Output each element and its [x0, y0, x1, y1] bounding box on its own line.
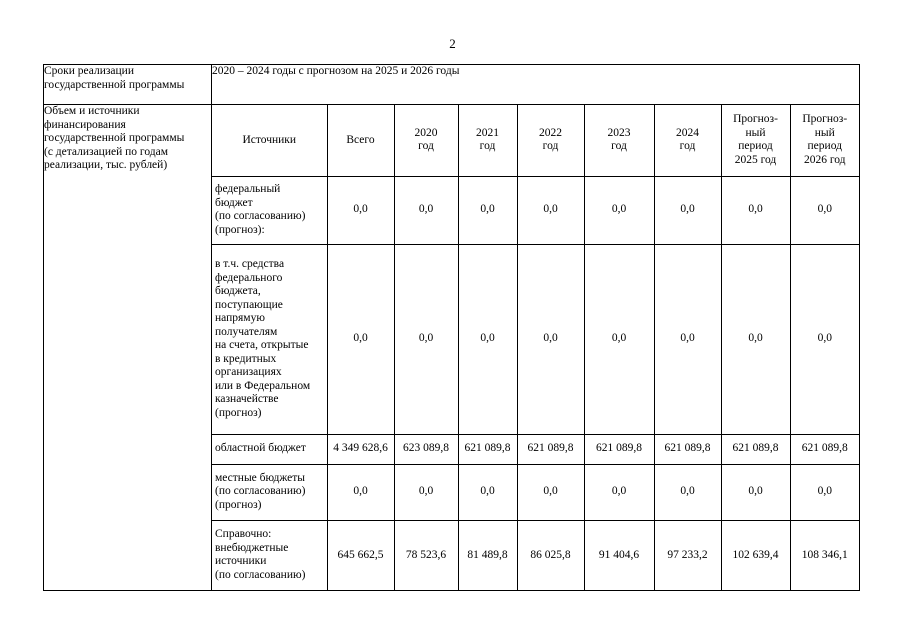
period-value: 2020 – 2024 годы с прогнозом на 2025 и 2026 годы [212, 65, 860, 105]
source-extrabudgetary: Справочно: внебюджетные источники (по согласованию) [212, 520, 327, 590]
financing-label: Объем и источники финансирования государственной программы (с детализацией по годам реализации, тыс. рублей) [44, 105, 212, 591]
table-row [212, 464, 859, 520]
value-2026: 0,0 [790, 464, 859, 520]
value-total: 0,0 [327, 176, 394, 244]
value-2021: 81 489,8 [458, 520, 517, 590]
value-2021: 0,0 [458, 464, 517, 520]
source-local: местные бюджеты (по согласованию) (прогноз) [212, 464, 327, 520]
source-federal-direct: в т.ч. средства федерального бюджета, поступающие напрямую получателям на счета, открытые в кредитных организациях или в Федеральном казначействе (прогноз) [212, 244, 327, 434]
header-2022: 2022 год [517, 105, 584, 176]
header-sources: Источники [212, 105, 327, 176]
source-regional: областной бюджет [212, 434, 327, 464]
header-total: Всего [327, 105, 394, 176]
header-2024: 2024 год [654, 105, 721, 176]
value-2020: 623 089,8 [394, 434, 458, 464]
value-2022: 0,0 [517, 244, 584, 434]
value-2024: 0,0 [654, 176, 721, 244]
value-2024: 621 089,8 [654, 434, 721, 464]
value-2021: 0,0 [458, 176, 517, 244]
value-2025: 621 089,8 [721, 434, 790, 464]
value-total: 0,0 [327, 464, 394, 520]
value-2024: 0,0 [654, 464, 721, 520]
table-row [212, 176, 859, 244]
program-passport-table [43, 64, 860, 591]
value-2022: 621 089,8 [517, 434, 584, 464]
table-row [212, 434, 859, 464]
table-row [212, 520, 859, 590]
financing-header-row [212, 105, 859, 176]
value-2022: 86 025,8 [517, 520, 584, 590]
value-total: 0,0 [327, 244, 394, 434]
value-2020: 0,0 [394, 244, 458, 434]
page-number: 2 [449, 36, 456, 51]
source-federal: федеральный бюджет (по согласованию) (прогноз): [212, 176, 327, 244]
financing-row [44, 105, 860, 591]
value-2023: 0,0 [584, 176, 654, 244]
header-2020: 2020 год [394, 105, 458, 176]
table-row [212, 244, 859, 434]
value-2023: 621 089,8 [584, 434, 654, 464]
value-2025: 0,0 [721, 176, 790, 244]
header-forecast-2026: Прогноз- ный период 2026 год [790, 105, 859, 176]
value-2020: 0,0 [394, 464, 458, 520]
value-2025: 0,0 [721, 244, 790, 434]
value-2024: 97 233,2 [654, 520, 721, 590]
value-2022: 0,0 [517, 464, 584, 520]
value-2025: 0,0 [721, 464, 790, 520]
value-2025: 102 639,4 [721, 520, 790, 590]
period-row [44, 65, 860, 105]
value-2023: 0,0 [584, 464, 654, 520]
value-2021: 621 089,8 [458, 434, 517, 464]
value-2026: 108 346,1 [790, 520, 859, 590]
value-2023: 91 404,6 [584, 520, 654, 590]
value-2026: 621 089,8 [790, 434, 859, 464]
value-2023: 0,0 [584, 244, 654, 434]
header-forecast-2025: Прогноз- ный период 2025 год [721, 105, 790, 176]
value-2026: 0,0 [790, 176, 859, 244]
header-2023: 2023 год [584, 105, 654, 176]
value-2022: 0,0 [517, 176, 584, 244]
value-2020: 0,0 [394, 176, 458, 244]
financing-table-cell [212, 105, 860, 591]
value-2024: 0,0 [654, 244, 721, 434]
value-total: 4 349 628,6 [327, 434, 394, 464]
financing-table [212, 105, 859, 590]
value-2020: 78 523,6 [394, 520, 458, 590]
value-total: 645 662,5 [327, 520, 394, 590]
value-2026: 0,0 [790, 244, 859, 434]
value-2021: 0,0 [458, 244, 517, 434]
period-label: Сроки реализации государственной программы [44, 65, 212, 105]
header-2021: 2021 год [458, 105, 517, 176]
